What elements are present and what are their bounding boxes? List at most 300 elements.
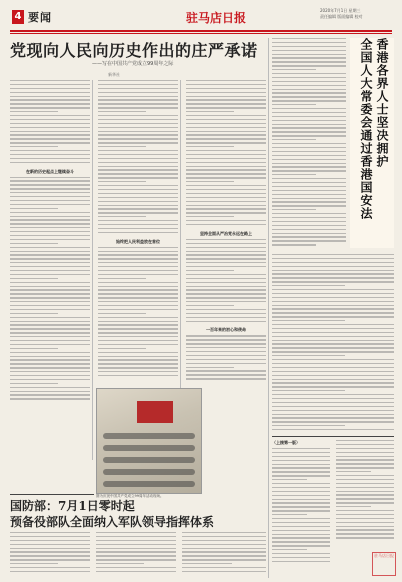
body-text-line [98, 127, 178, 128]
body-text-line [272, 475, 330, 476]
body-text-line [10, 309, 90, 310]
body-text-line [10, 243, 58, 244]
body-text-line [96, 532, 176, 533]
body-text-line [98, 251, 178, 252]
body-text-line [10, 282, 90, 283]
body-text-line [182, 532, 266, 533]
body-text-line [98, 348, 146, 349]
body-text-line [10, 99, 90, 100]
body-text-line [10, 254, 90, 255]
body-text-line [272, 549, 307, 550]
body-text-line [98, 205, 178, 206]
main-headline: 党现向人民向历史作出的庄严承诺 [10, 41, 258, 60]
body-text-line [272, 289, 394, 290]
body-text-line [10, 544, 90, 545]
body-text-line [98, 103, 178, 104]
body-text-line [272, 77, 346, 78]
body-text-line [272, 320, 345, 321]
body-text-line [186, 189, 266, 190]
body-text-line [336, 498, 394, 499]
body-text-line [272, 452, 330, 453]
body-text-line [272, 131, 346, 132]
right-lower-column-1 [272, 448, 330, 578]
body-text-line [98, 162, 178, 163]
bottom-headline-line2: 预备役部队全面纳入军队领导指挥体系 [10, 515, 215, 529]
body-text-line [98, 286, 178, 287]
body-text-line [272, 297, 394, 298]
body-text-line [98, 293, 178, 294]
body-text-line [186, 208, 266, 209]
body-text-line [336, 537, 394, 538]
body-text-line [186, 247, 266, 248]
body-text-line [186, 92, 266, 93]
body-text-line [186, 270, 234, 271]
body-text-line [98, 115, 178, 116]
body-text-line [186, 131, 266, 132]
body-text-line [272, 312, 394, 313]
lower-rule [272, 436, 394, 437]
body-text-line [10, 313, 58, 314]
body-text-line [186, 309, 266, 310]
body-text-line [10, 96, 90, 97]
body-text-line [272, 421, 394, 422]
body-text-line [98, 212, 178, 213]
body-text-line [272, 293, 394, 294]
body-text-line [98, 173, 178, 174]
body-text-line [98, 189, 178, 190]
body-text-line [10, 154, 90, 155]
body-text-line [272, 363, 394, 364]
body-text-line [10, 363, 90, 364]
body-text-line [98, 352, 178, 353]
body-text-line [98, 228, 178, 229]
body-text-line [272, 561, 330, 562]
flag-shape [137, 401, 173, 423]
body-text-line [182, 536, 266, 537]
body-text-line [10, 324, 90, 325]
body-text-line [98, 107, 178, 108]
body-text-line [186, 301, 266, 302]
body-text-line [272, 382, 394, 383]
body-text-line [96, 563, 144, 564]
body-text-line [272, 147, 346, 148]
body-text-line [336, 494, 394, 495]
body-text-line [272, 112, 346, 113]
body-text-line [272, 502, 330, 503]
page-header [0, 0, 402, 32]
issue-meta [320, 8, 392, 20]
body-text-line [98, 247, 178, 248]
body-text-line [10, 270, 90, 271]
body-text-line [272, 448, 330, 449]
body-text-line [10, 571, 90, 572]
body-text-line [272, 209, 316, 210]
body-text-line [182, 563, 232, 564]
body-text-line [96, 548, 176, 549]
body-text-line [186, 181, 234, 182]
body-text-line [186, 359, 266, 360]
body-text-line [272, 390, 345, 391]
body-text-line [10, 266, 90, 267]
body-text-line [336, 440, 394, 441]
body-text-line [96, 567, 176, 568]
body-text-line [272, 402, 394, 403]
body-text-line [98, 111, 146, 112]
body-text-line [98, 84, 178, 85]
body-text-line [10, 274, 90, 275]
body-text-line [272, 166, 346, 167]
body-text-line [186, 313, 266, 314]
body-text-line [186, 99, 266, 100]
body-text-line [272, 537, 330, 538]
body-text-line [98, 270, 178, 271]
body-text-line [98, 258, 178, 259]
body-text-line [272, 225, 346, 226]
body-text-line [10, 293, 90, 294]
body-text-line [98, 282, 178, 283]
body-text-line [182, 559, 266, 560]
body-text-line [272, 545, 330, 546]
body-text-line [336, 510, 394, 511]
body-text-line [272, 65, 346, 66]
body-text-line [272, 534, 330, 535]
body-text-line [336, 475, 394, 476]
body-text-line [186, 111, 234, 112]
body-text-line [96, 571, 176, 572]
body-text-line [272, 285, 345, 286]
body-text-line [10, 247, 90, 248]
body-text-line [336, 526, 394, 527]
body-text-line [98, 138, 178, 139]
body-text-line [272, 495, 330, 496]
body-text-line [272, 194, 346, 195]
photo-caption: 图为庆祝中国共产党成立99周年活动现场。 [96, 494, 164, 498]
body-text-line [186, 224, 266, 225]
section-number: 4 [12, 10, 24, 24]
body-text-line [336, 533, 394, 534]
body-text-line [96, 540, 176, 541]
body-text-line [272, 50, 346, 51]
body-text-line [10, 80, 90, 81]
body-text-line [336, 522, 394, 523]
body-text-line [336, 502, 394, 503]
body-text-line [96, 551, 176, 552]
body-text-line [336, 518, 394, 519]
body-text-line [272, 336, 394, 337]
body-text-line [272, 510, 330, 511]
body-text-line [186, 169, 266, 170]
header-rule [10, 30, 392, 32]
body-text-line [10, 219, 90, 220]
body-text-line [182, 567, 266, 568]
body-text-line [98, 332, 178, 333]
body-text-line [98, 158, 178, 159]
body-text-line [272, 514, 307, 515]
body-text-line [10, 398, 90, 399]
body-text-line [10, 321, 90, 322]
body-text-line [272, 347, 394, 348]
body-text-line [186, 251, 266, 252]
body-text-line [272, 229, 346, 230]
issue-date: 2020年7月1日 星期三 [320, 8, 361, 13]
body-text-line [10, 305, 90, 306]
body-text-line [10, 223, 90, 224]
body-text-line [272, 182, 346, 183]
body-text-line [272, 305, 394, 306]
body-text-line [272, 324, 394, 325]
body-text-line [98, 181, 146, 182]
body-text-line [272, 499, 330, 500]
body-text-line [186, 158, 266, 159]
body-text-line [186, 201, 266, 202]
body-text-line [10, 142, 90, 143]
body-text-line [186, 154, 266, 155]
body-text-line [272, 81, 346, 82]
article-subhead: 一百年来的初心和使命 [206, 327, 246, 333]
body-text-line [10, 317, 90, 318]
issue-editors: 责任编辑 版面编辑 校对 [320, 14, 363, 19]
body-text-line [10, 359, 90, 360]
article-column-3 [186, 80, 266, 410]
right-article-column [272, 38, 346, 248]
body-text-line [10, 563, 58, 564]
body-text-line [10, 150, 90, 151]
body-text-line [10, 301, 90, 302]
body-text-line [272, 394, 394, 395]
body-text-line [186, 321, 266, 322]
body-text-line [96, 536, 176, 537]
body-text-line [186, 166, 266, 167]
body-text-line [10, 383, 58, 384]
body-text-line [272, 104, 316, 105]
body-text-line [10, 258, 90, 259]
body-text-line [182, 555, 266, 556]
body-text-line [186, 355, 266, 356]
body-text-line [10, 162, 90, 163]
body-text-line [272, 198, 346, 199]
body-text-line [272, 240, 346, 241]
body-text-line [186, 289, 266, 290]
body-text-line [336, 448, 394, 449]
body-text-line [10, 231, 90, 232]
body-text-line [10, 387, 90, 388]
body-text-line [98, 119, 178, 120]
body-text-line [182, 544, 266, 545]
body-text-line [98, 142, 178, 143]
body-text-line [272, 127, 346, 128]
body-text-line [10, 208, 58, 209]
body-text-line [98, 317, 178, 318]
body-text-line [10, 180, 90, 181]
body-text-line [272, 92, 346, 93]
body-text-line [186, 374, 266, 375]
body-text-line [186, 138, 266, 139]
body-text-line [186, 293, 266, 294]
body-text-line [98, 216, 146, 217]
body-text-line [186, 88, 266, 89]
body-text-line [272, 308, 394, 309]
body-text-line [10, 394, 90, 395]
body-text-line [336, 444, 394, 445]
body-text-line [186, 347, 266, 348]
body-text-line [272, 467, 330, 468]
body-text-line [272, 38, 346, 39]
body-text-line [98, 220, 178, 221]
body-text-line [186, 173, 266, 174]
body-text-line [10, 555, 90, 556]
section-name: 要闻 [28, 11, 52, 24]
body-text-line [272, 417, 394, 418]
body-text-line [272, 371, 394, 372]
body-text-line [272, 530, 330, 531]
body-text-line [272, 487, 330, 488]
body-text-line [10, 297, 90, 298]
body-text-line [98, 146, 146, 147]
right-article-column-wide [272, 254, 394, 434]
body-text-line [98, 301, 178, 302]
body-text-line [98, 80, 178, 81]
body-text-line [272, 429, 394, 430]
body-text-line [186, 193, 266, 194]
body-text-line [10, 134, 90, 135]
body-text-line [186, 297, 266, 298]
body-text-line [272, 57, 346, 58]
body-text-line [272, 277, 394, 278]
body-text-line [98, 359, 178, 360]
body-text-line [10, 200, 90, 201]
body-text-line [336, 471, 371, 472]
body-text-line [98, 131, 178, 132]
body-text-line [10, 540, 90, 541]
body-text-line [10, 567, 90, 568]
body-text-line [272, 89, 346, 90]
body-text-line [272, 351, 394, 352]
body-text-line [186, 258, 266, 259]
right-headline-line1: 香港各界人士坚决拥护 [375, 38, 389, 168]
main-byline: 新华社 [108, 72, 120, 77]
body-text-line [272, 406, 394, 407]
body-text-line [272, 258, 394, 259]
body-text-line [272, 108, 346, 109]
body-text-line [186, 103, 266, 104]
body-text-line [272, 414, 394, 415]
body-text-line [272, 46, 346, 47]
body-text-line [182, 571, 266, 572]
bottom-article-column-1 [10, 532, 90, 577]
body-text-line [272, 410, 394, 411]
body-text-line [98, 328, 178, 329]
body-text-line [272, 340, 394, 341]
body-text-line [336, 491, 394, 492]
body-text-line [272, 557, 330, 558]
body-text-line [96, 555, 176, 556]
body-text-line [336, 487, 394, 488]
bottom-article-column-3 [182, 532, 266, 577]
body-text-line [272, 262, 394, 263]
body-text-line [272, 343, 394, 344]
body-text-line [10, 286, 90, 287]
body-text-line [186, 134, 266, 135]
body-text-line [272, 386, 394, 387]
body-text-line [272, 483, 330, 484]
body-text-line [10, 278, 58, 279]
body-text-line [186, 185, 266, 186]
body-text-line [98, 321, 178, 322]
body-text-line [272, 217, 346, 218]
body-text-line [186, 351, 266, 352]
body-text-line [186, 278, 266, 279]
body-text-line [272, 464, 330, 465]
body-text-line [186, 150, 266, 151]
body-text-line [10, 251, 90, 252]
body-text-line [10, 340, 90, 341]
body-text-line [272, 174, 316, 175]
body-text-line [98, 201, 178, 202]
body-text-line [336, 463, 394, 464]
column-divider [92, 80, 93, 460]
body-text-line [10, 239, 90, 240]
body-text-line [186, 123, 266, 124]
body-text-line [98, 177, 178, 178]
body-text-line [98, 96, 178, 97]
body-text-line [186, 239, 266, 240]
body-text-line [10, 328, 90, 329]
body-text-line [186, 254, 266, 255]
body-text-line [98, 309, 178, 310]
body-text-line [272, 460, 330, 461]
body-text-line [272, 163, 346, 164]
body-text-line [10, 332, 90, 333]
body-text-line [10, 131, 90, 132]
body-text-line [186, 262, 266, 263]
body-text-line [98, 208, 178, 209]
bottom-article-column-2 [96, 532, 176, 577]
body-text-line [10, 107, 90, 108]
body-text-line [272, 425, 345, 426]
body-text-line [98, 99, 178, 100]
body-text-line [98, 92, 178, 93]
body-text-line [272, 518, 330, 519]
body-text-line [10, 196, 90, 197]
body-text-line [98, 340, 178, 341]
body-text-line [98, 356, 178, 357]
newspaper-stamp: 驻马店日报 [372, 552, 396, 576]
body-text-line [98, 324, 178, 325]
body-text-line [10, 559, 90, 560]
body-text-line [10, 212, 90, 213]
body-text-line [98, 169, 178, 170]
body-text-line [272, 213, 346, 214]
body-text-line [186, 107, 266, 108]
body-text-line [10, 92, 90, 93]
body-text-line [272, 379, 394, 380]
body-text-line [98, 313, 146, 314]
body-text-line [272, 120, 346, 121]
body-text-line [272, 273, 394, 274]
body-text-line [186, 335, 266, 336]
body-text-line [10, 336, 90, 337]
body-text-line [336, 456, 394, 457]
body-text-line [336, 514, 394, 515]
body-text-line [182, 548, 266, 549]
body-text-line [272, 205, 346, 206]
body-text-line [186, 212, 266, 213]
body-text-line [272, 100, 346, 101]
body-text-line [272, 221, 346, 222]
body-text-line [272, 367, 394, 368]
body-text-line [96, 544, 176, 545]
body-text-line [186, 274, 266, 275]
